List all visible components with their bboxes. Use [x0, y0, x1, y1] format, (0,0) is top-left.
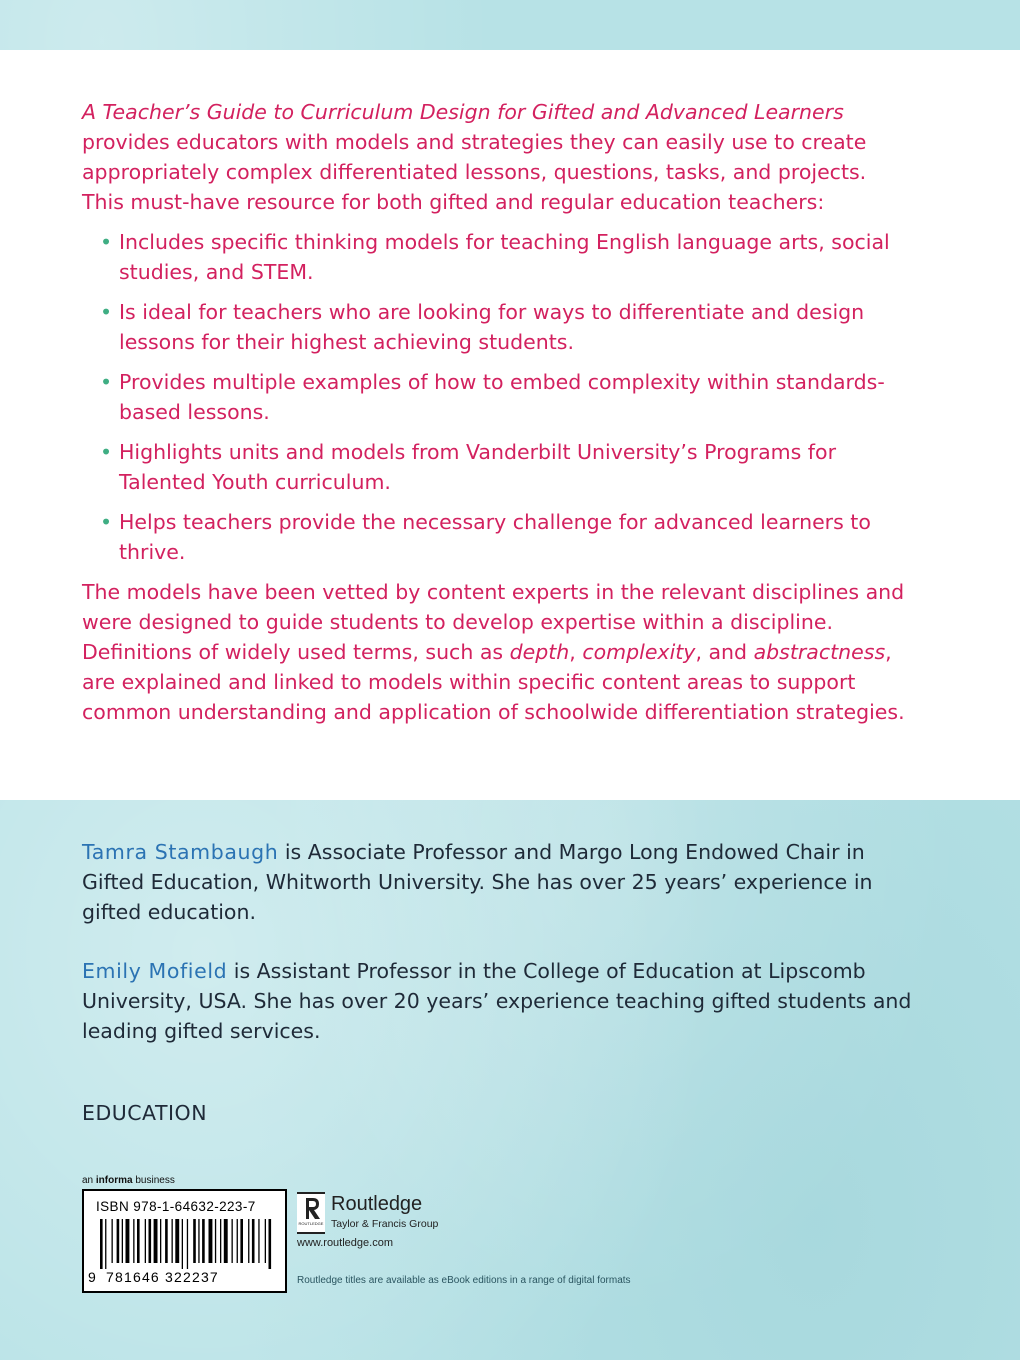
barcode-bar	[172, 1219, 173, 1263]
author-name: Emily Mofield	[82, 959, 228, 983]
author-bio: Tamra Stambaugh is Associate Professor and Margo Long Endowed Chair in Gifted Education, Whitworth University. She has over 25 years’ experience in gifted education.	[82, 840, 873, 924]
barcode-bar	[145, 1219, 146, 1263]
author-bio: Emily Mofield is Assistant Professor in the College of Education at Lipscomb University, USA. She has over 20 years’ experience teaching gifted students and leading gifted services.	[82, 959, 912, 1043]
barcode-bar	[237, 1219, 238, 1263]
publisher-group: Taylor & Francis Group	[331, 1218, 439, 1230]
blurb-closing: The models have been vetted by content experts in the relevant disciplines and were designed to guide students to develop expertise within a discipline. Definitions of widely used terms, such as depth, complexity, and abstractness, are explained and linked to models within specific content areas to support common understanding and application of schoolwide differentiation strategies.	[82, 580, 905, 724]
barcode-bar	[165, 1219, 168, 1263]
feature-list	[82, 227, 912, 567]
feature-item: • Includes specific thinking models for teaching English language arts, social studies, and STEM.	[82, 227, 912, 287]
barcode-bar	[137, 1219, 140, 1263]
barcode-bar	[224, 1219, 228, 1263]
barcode-bar	[175, 1219, 179, 1263]
term-abstractness: abstractness	[753, 640, 886, 664]
routledge-logo-icon	[297, 1192, 325, 1234]
barcode-bar	[269, 1219, 272, 1269]
feature-item: • Helps teachers provide the necessary challenge for advanced learners to thrive.	[82, 507, 912, 567]
barcode-bar	[202, 1219, 205, 1263]
barcode-bar	[160, 1219, 161, 1263]
book-title: A Teacher’s Guide to Curriculum Design for Gifted and Advanced Learners	[82, 100, 844, 124]
barcode-bars	[90, 1219, 280, 1269]
bullet-icon: •	[100, 440, 113, 464]
publisher-url: www.routledge.com	[297, 1237, 393, 1249]
publisher-name: Routledge	[331, 1193, 423, 1215]
bullet-icon: •	[100, 230, 113, 254]
barcode-bar	[133, 1219, 134, 1263]
barcode-bar	[220, 1219, 221, 1263]
barcode-bar	[149, 1219, 152, 1263]
informa-brand: informa	[95, 1175, 133, 1186]
barcode-bar	[193, 1219, 196, 1263]
barcode-bar	[117, 1219, 120, 1263]
term-complexity: complexity	[582, 640, 696, 664]
author-bios	[82, 837, 922, 1075]
ebook-note: Routledge titles are available as eBook editions in a range of digital formats	[297, 1275, 631, 1286]
barcode-bar	[198, 1219, 199, 1263]
ean-digits: 781646 322237	[106, 1269, 219, 1285]
barcode-bar	[187, 1219, 188, 1269]
barcode-bar	[209, 1219, 213, 1263]
intro-text: provides educators with models and strategies they can easily use to create appropriately complex differentiated lessons, questions, tasks, and projects. This must-have resource for both gifted and regular education teachers:	[82, 130, 867, 214]
subject-category: EDUCATION	[82, 1101, 208, 1125]
barcode-bar	[126, 1219, 130, 1263]
ean-lead-digit: 9	[88, 1269, 96, 1285]
barcode-bar	[215, 1219, 216, 1263]
barcode-bar	[258, 1219, 259, 1263]
informa-tagline: an informa business	[82, 1175, 175, 1186]
book-blurb	[82, 97, 912, 727]
feature-item: • Is ideal for teachers who are looking for ways to differentiate and design lessons for their highest achieving students.	[82, 297, 912, 357]
barcode-bar	[265, 1219, 266, 1263]
isbn-barcode	[82, 1189, 287, 1293]
feature-item: • Provides multiple examples of how to embed complexity within standards-based lessons.	[82, 367, 912, 427]
barcode-bar	[182, 1219, 183, 1269]
barcode-bar	[112, 1219, 113, 1263]
bullet-icon: •	[100, 300, 113, 324]
barcode-bar	[240, 1219, 243, 1263]
isbn-label: ISBN 978-1-64632-223-7	[96, 1199, 256, 1214]
barcode-bar	[122, 1219, 123, 1263]
blurb-intro	[82, 97, 912, 217]
barcode-bar	[100, 1219, 103, 1269]
barcode-bar	[154, 1219, 158, 1263]
barcode-bar	[232, 1219, 233, 1263]
author-name: Tamra Stambaugh	[82, 840, 279, 864]
bullet-icon: •	[100, 510, 113, 534]
bullet-icon: •	[100, 370, 113, 394]
barcode-bar	[248, 1219, 249, 1263]
logo-spine-text: ROUTLEDGE	[298, 1221, 324, 1226]
barcode-bar	[105, 1219, 106, 1269]
barcode-bar	[252, 1219, 255, 1263]
term-depth: depth	[509, 640, 570, 664]
feature-item: • Highlights units and models from Vanderbilt University’s Programs for Talented Youth curriculum.	[82, 437, 912, 497]
